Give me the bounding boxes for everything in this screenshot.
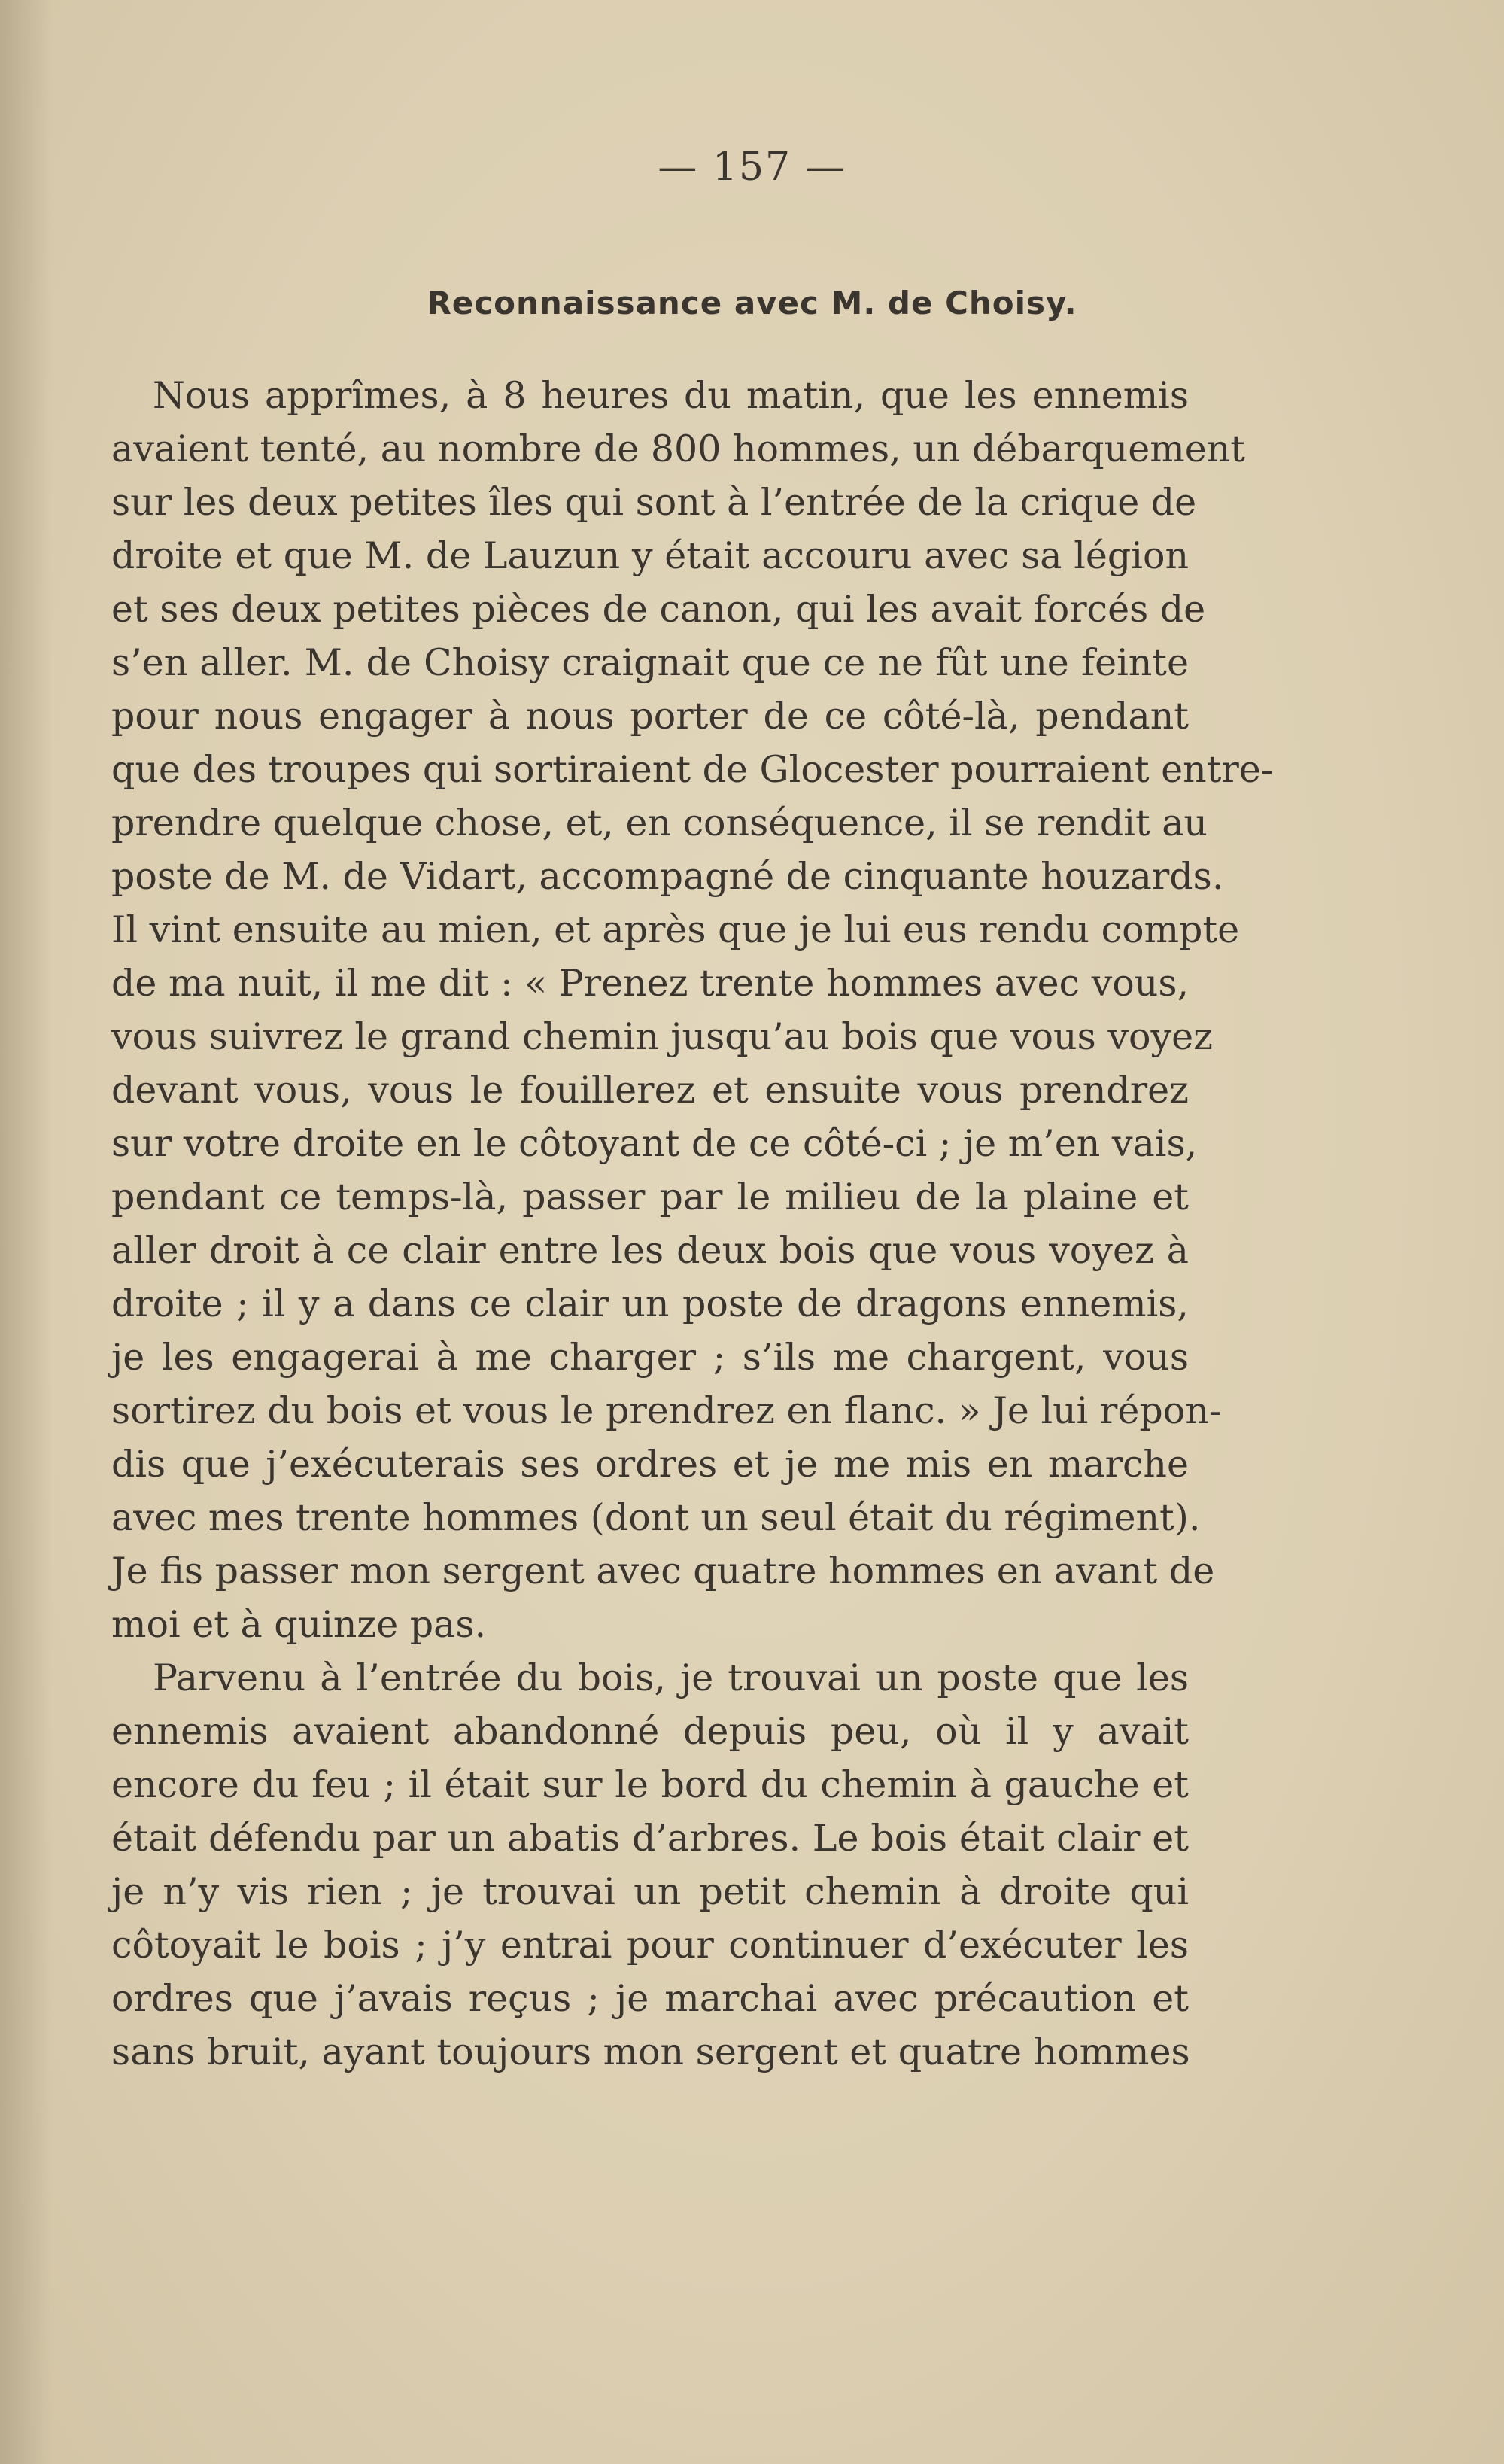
text-line: ennemis avaient abandonné depuis peu, où il y avait <box>111 1710 1189 1753</box>
text-line: je les engagerai à me charger ; s’ils me chargent, vous <box>111 1336 1189 1379</box>
binding-shadow <box>0 0 53 2464</box>
text-line: poste de M. de Vidart, accompagné de cinquante houzards. <box>111 855 1224 898</box>
text-line: devant vous, vous le fouillerez et ensuite vous prendrez <box>111 1069 1189 1112</box>
text-line: je n’y vis rien ; je trouvai un petit chemin à droite qui <box>111 1870 1189 1913</box>
text-line: sur les deux petites îles qui sont à l’entrée de la crique de <box>111 481 1197 524</box>
text-line: sur votre droite en le côtoyant de ce côté-ci ; je m’en vais, <box>111 1122 1198 1165</box>
text-line: pendant ce temps-là, passer par le milieu de la plaine et <box>111 1176 1189 1218</box>
text-line: pour nous engager à nous porter de ce côté-là, pendant <box>111 695 1189 738</box>
text-line: sortirez du bois et vous le prendrez en flanc. » Je lui répon- <box>111 1389 1222 1432</box>
body-text <box>111 369 1274 2079</box>
text-line: était défendu par un abatis d’arbres. Le bois était clair et <box>111 1817 1189 1860</box>
text-line: vous suivrez le grand chemin jusqu’au bois que vous voyez <box>111 1015 1213 1058</box>
section-heading: Reconnaissance avec M. de Choisy. <box>427 284 1077 321</box>
text-line: avec mes trente hommes (dont un seul était du régiment). <box>111 1496 1201 1539</box>
text-line: aller droit à ce clair entre les deux bois que vous voyez à <box>111 1229 1189 1272</box>
text-line: prendre quelque chose, et, en conséquence, il se rendit au <box>111 802 1208 844</box>
text-line: droite ; il y a dans ce clair un poste de dragons ennemis, <box>111 1282 1189 1325</box>
text-line: que des troupes qui sortiraient de Glocester pourraient entre- <box>111 748 1274 791</box>
page-number: — 157 — <box>658 144 846 190</box>
text-line: Je fis passer mon sergent avec quatre hommes en avant de <box>111 1550 1215 1592</box>
text-line: droite et que M. de Lauzun y était accouru avec sa légion <box>111 534 1189 577</box>
text-line: moi et à quinze pas. <box>111 1603 487 1646</box>
text-line: Il vint ensuite au mien, et après que je lui eus rendu compte <box>111 908 1240 951</box>
text-line: de ma nuit, il me dit : « Prenez trente hommes avec vous, <box>111 962 1190 1005</box>
text-line: Nous apprîmes, à 8 heures du matin, que les ennemis <box>153 374 1189 417</box>
text-line: côtoyait le bois ; j’y entrai pour continuer d’exécuter les <box>111 1924 1189 1967</box>
text-line: s’en aller. M. de Choisy craignait que ce ne fût une feinte <box>111 641 1189 684</box>
text-line: dis que j’exécuterais ses ordres et je me mis en marche <box>111 1443 1189 1486</box>
text-line: Parvenu à l’entrée du bois, je trouvai un poste que les <box>153 1656 1189 1699</box>
text-line: encore du feu ; il était sur le bord du chemin à gauche et <box>111 1763 1189 1806</box>
text-line: et ses deux petites pièces de canon, qui les avait forcés de <box>111 588 1206 631</box>
text-line: avaient tenté, au nombre de 800 hommes, un débarquement <box>111 427 1245 470</box>
text-line: sans bruit, ayant toujours mon sergent et quatre hommes <box>111 2031 1190 2073</box>
text-line: ordres que j’avais reçus ; je marchai avec précaution et <box>111 1977 1189 2020</box>
